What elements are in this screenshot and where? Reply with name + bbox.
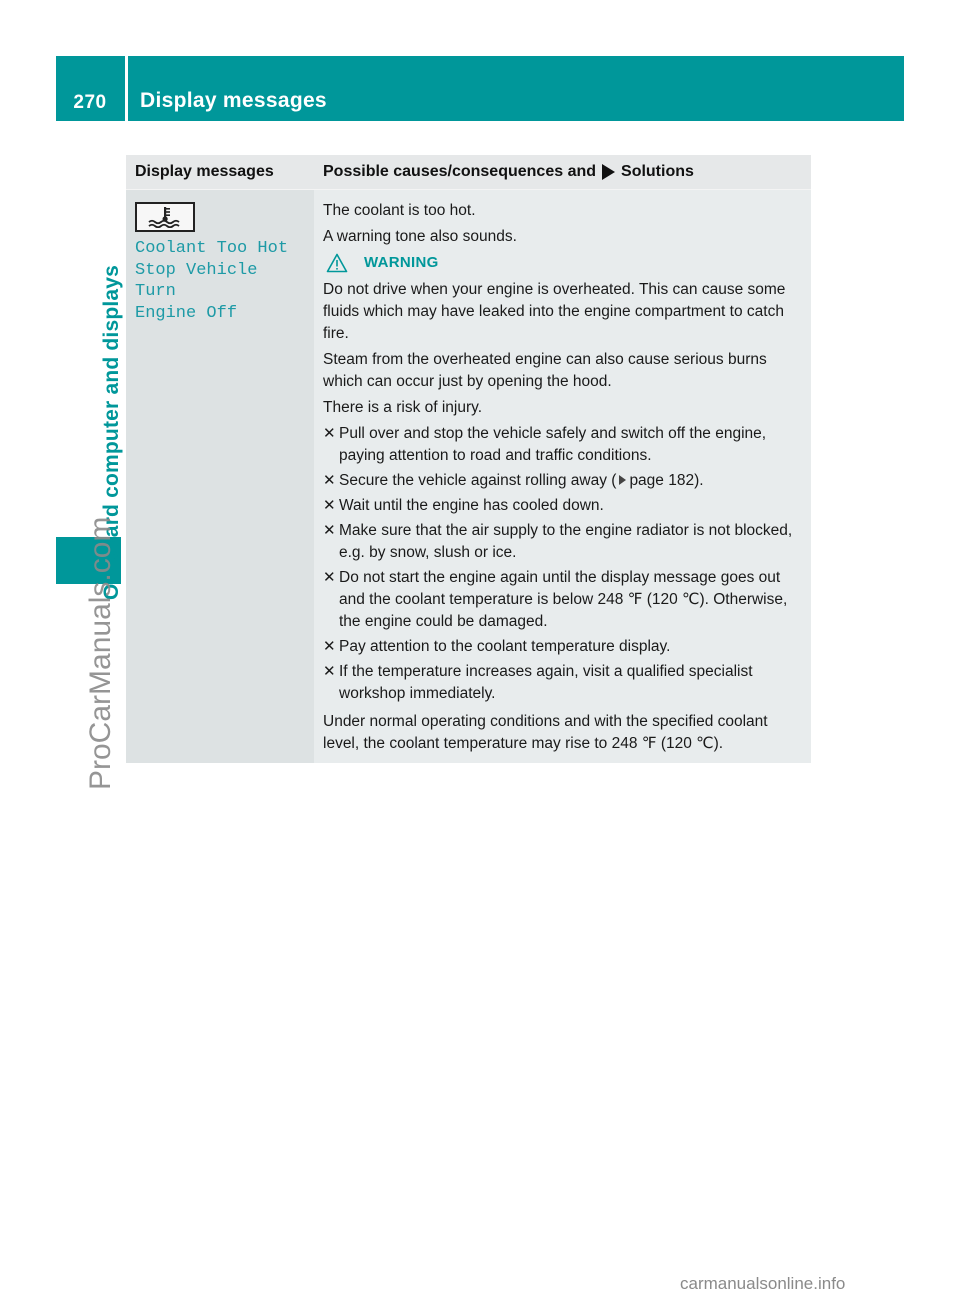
- list-item: [323, 661, 804, 705]
- step-marker-icon: ✕: [323, 497, 336, 514]
- intro-text: The coolant is too hot.: [323, 202, 476, 219]
- display-message-line: Stop Vehicle Turn: [135, 260, 258, 301]
- step-text: If the temperature increases again, visit a qualified specialist workshop immediately.: [339, 663, 753, 702]
- solutions-cell: [314, 190, 811, 763]
- display-message-text: [135, 238, 305, 324]
- step-text: Do not start the engine again until the display message goes out and the coolant temperature is below 248 ℉ (120 ℃). Otherwise, the engine could be damaged.: [339, 569, 788, 630]
- step-marker-icon: ✕: [323, 569, 336, 586]
- page-number: 270: [73, 92, 107, 113]
- display-message-cell: [126, 190, 314, 763]
- page-reference-link[interactable]: page 182).: [629, 472, 704, 489]
- warning-heading: [323, 252, 804, 274]
- side-watermark: ProCarManuals.com: [84, 516, 117, 790]
- table-header-row: [126, 155, 811, 190]
- list-item: [323, 423, 804, 467]
- table-row: [126, 190, 811, 763]
- list-item: [323, 567, 804, 633]
- step-text: Pay attention to the coolant temperature display.: [339, 638, 671, 655]
- step-text-part: Secure the vehicle against rolling away (: [339, 472, 617, 489]
- step-marker-icon: ✕: [323, 472, 336, 489]
- col-header-solutions: [314, 155, 811, 189]
- page-title: Display messages: [140, 89, 327, 112]
- display-message-line: Engine Off: [135, 303, 238, 323]
- warning-paragraph: Do not drive when your engine is overheated. This can cause some fluids which may have leaked into the engine compartment to catch fire.: [323, 281, 786, 342]
- list-item: [323, 636, 804, 658]
- step-marker-icon: ✕: [323, 638, 336, 655]
- footer-watermark: carmanualsonline.info: [680, 1274, 846, 1293]
- coolant-temperature-icon: [135, 202, 195, 232]
- col-header-causes-label: Possible causes/consequences and: [323, 163, 597, 180]
- step-text: Pull over and stop the vehicle safely and switch off the engine, paying attention to road and traffic conditions.: [339, 425, 767, 464]
- step-marker-icon: ✕: [323, 425, 336, 442]
- step-marker-icon: ✕: [323, 663, 336, 680]
- col-header-solutions-label: Solutions: [621, 163, 694, 180]
- list-item: [323, 470, 804, 492]
- list-item: [323, 520, 804, 564]
- step-text: [339, 470, 804, 492]
- col-header-display-messages: Display messages: [135, 163, 274, 180]
- warning-paragraph: Steam from the overheated engine can also cause serious burns which can occur just by opening the hood.: [323, 351, 767, 390]
- display-message-line: Coolant Too Hot: [135, 239, 289, 258]
- closing-paragraph: Under normal operating conditions and with the specified coolant level, the coolant temperature may rise to 248 ℉ (120 ℃).: [323, 713, 768, 752]
- list-item: [323, 495, 804, 517]
- header-divider: [125, 56, 128, 121]
- step-text: Wait until the engine has cooled down.: [339, 497, 604, 514]
- warning-label: WARNING: [364, 254, 439, 271]
- side-section-label: On-board computer and displays: [100, 264, 123, 600]
- page-reference-icon: [619, 475, 626, 485]
- display-messages-table: [126, 155, 811, 763]
- intro-text: A warning tone also sounds.: [323, 228, 517, 245]
- step-marker-icon: ✕: [323, 522, 336, 539]
- warning-triangle-icon: [326, 253, 348, 273]
- warning-paragraph: There is a risk of injury.: [323, 399, 483, 416]
- step-text: Make sure that the air supply to the engine radiator is not blocked, e.g. by snow, slush or ice.: [339, 522, 793, 561]
- solutions-arrow-icon: [602, 164, 615, 180]
